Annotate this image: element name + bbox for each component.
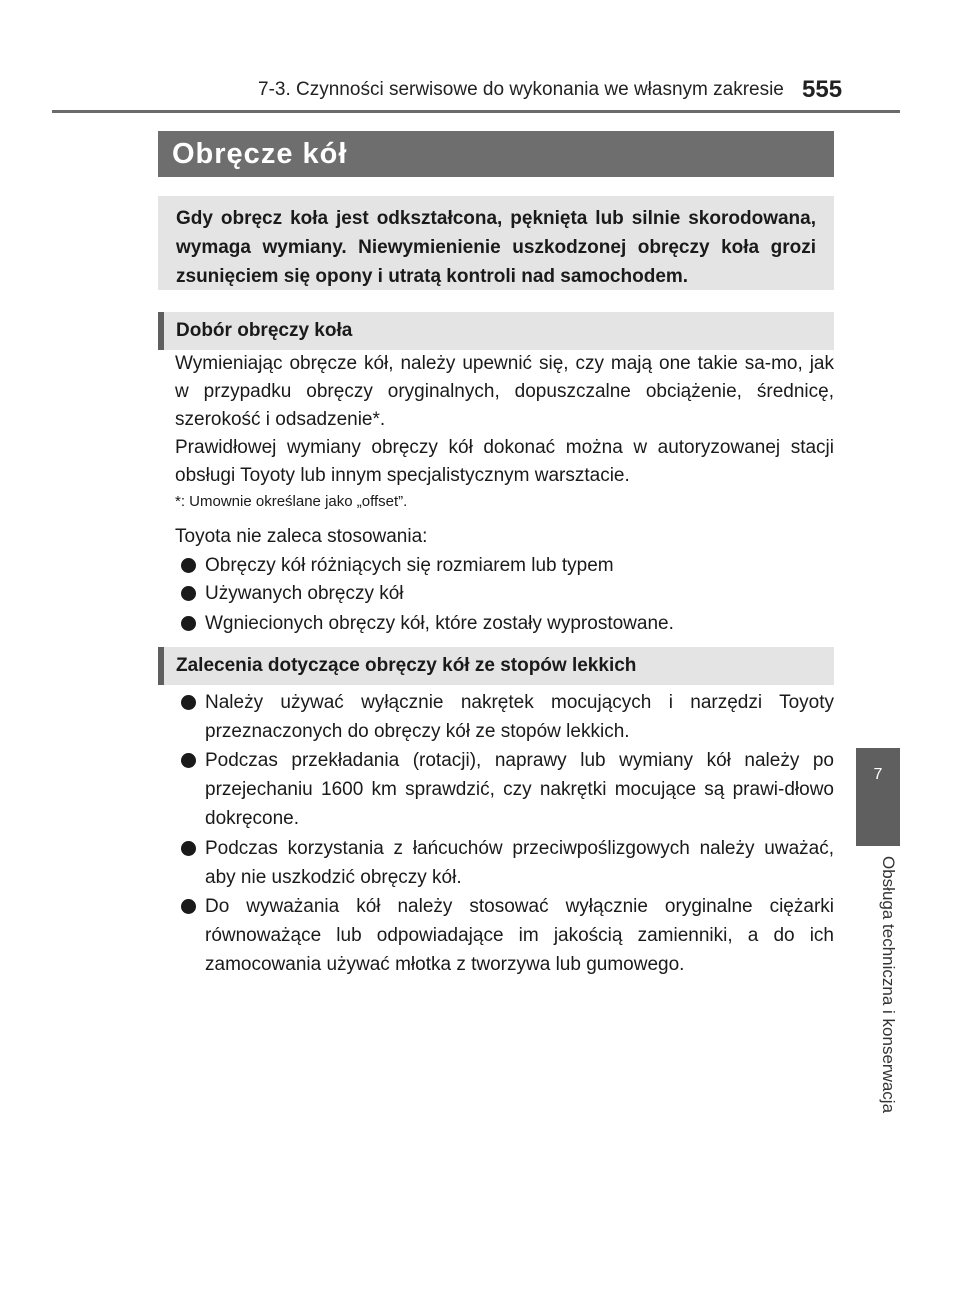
bullet-icon xyxy=(181,899,196,914)
bullet-icon xyxy=(181,753,196,768)
list-item-text: Należy używać wyłącznie nakrętek mocujących i narzędzi Toyoty przeznaczonych do obręczy kół ze stopów lekkich. xyxy=(205,692,834,742)
header-divider xyxy=(52,110,900,113)
bullet-icon xyxy=(181,841,196,856)
list-item xyxy=(181,579,834,608)
list-item xyxy=(181,609,834,638)
page-number: 555 xyxy=(802,76,843,103)
page-title: Obręcze kół xyxy=(172,138,348,170)
section-title: 7-3. Czynności serwisowe do wykonania we własnym zakresie xyxy=(258,79,784,100)
bullet-icon xyxy=(181,695,196,710)
list-item-text: Wgniecionych obręczy kół, które zostały wyprostowane. xyxy=(205,613,674,634)
page-title-bar xyxy=(158,131,834,177)
list-item xyxy=(181,688,834,746)
list-item-text: Podczas przekładania (rotacji), naprawy lub wymiany kół należy po przejechaniu 1600 km sprawdzić, czy nakrętki mocujące są prawi-dłowo dokręcone. xyxy=(205,750,834,829)
chapter-title: Obsługa techniczna i konserwacja xyxy=(879,856,898,1114)
list-item-text: Używanych obręczy kół xyxy=(205,583,404,604)
list-item xyxy=(181,551,834,580)
section-heading-text: Dobór obręczy koła xyxy=(176,320,353,341)
chapter-number: 7 xyxy=(873,766,883,783)
list-item-text: Do wyważania kół należy stosować wyłącznie oryginalne ciężarki równoważące lub odpowiadające im jakością zamienniki, a do ich zamocowania używać młotka z tworzywa lub gumowego. xyxy=(205,896,834,975)
list-item-text: Podczas korzystania z łańcuchów przeciwpoślizgowych należy uważać, aby nie uszkodzić obręczy kół. xyxy=(205,838,834,888)
list-item xyxy=(181,746,834,833)
paragraph-rim-selection: Wymieniając obręcze kół, należy upewnić się, czy mają one takie sa-mo, jak w przypadku obręczy oryginalnych, dopuszczalne obciążenie, średnicę, szerokość i odsadzenie*. xyxy=(175,353,834,430)
summary-box xyxy=(158,196,834,290)
list-item xyxy=(181,892,834,979)
section-heading-text: Zalecenia dotyczące obręczy kół ze stopów lekkich xyxy=(176,655,637,676)
section-heading-alloy-wheels xyxy=(158,647,834,685)
paragraph-replacement: Prawidłowej wymiany obręczy kół dokonać można w autoryzowanej stacji obsługi Toyoty lub innym specjalistycznym warsztacie. xyxy=(175,437,834,486)
summary-text: Gdy obręcz koła jest odkształcona, pęknięta lub silnie skorodowana, wymaga wymiany. Niewymienienie uszkodzonej obręczy koła grozi zsunięciem się opony i utratą kontroli nad samochodem. xyxy=(176,208,816,287)
list-item-text: Obręczy kół różniących się rozmiarem lub typem xyxy=(205,555,614,576)
intro-text: Toyota nie zaleca stosowania: xyxy=(175,526,428,547)
footnote: *: Umownie określane jako „offset”. xyxy=(175,493,408,510)
list-item xyxy=(181,834,834,892)
bullet-icon xyxy=(181,586,196,601)
chapter-tab xyxy=(856,748,900,846)
section-heading-rim-selection xyxy=(158,312,834,350)
page-header xyxy=(0,0,960,114)
bullet-icon xyxy=(181,558,196,573)
bullet-icon xyxy=(181,616,196,631)
